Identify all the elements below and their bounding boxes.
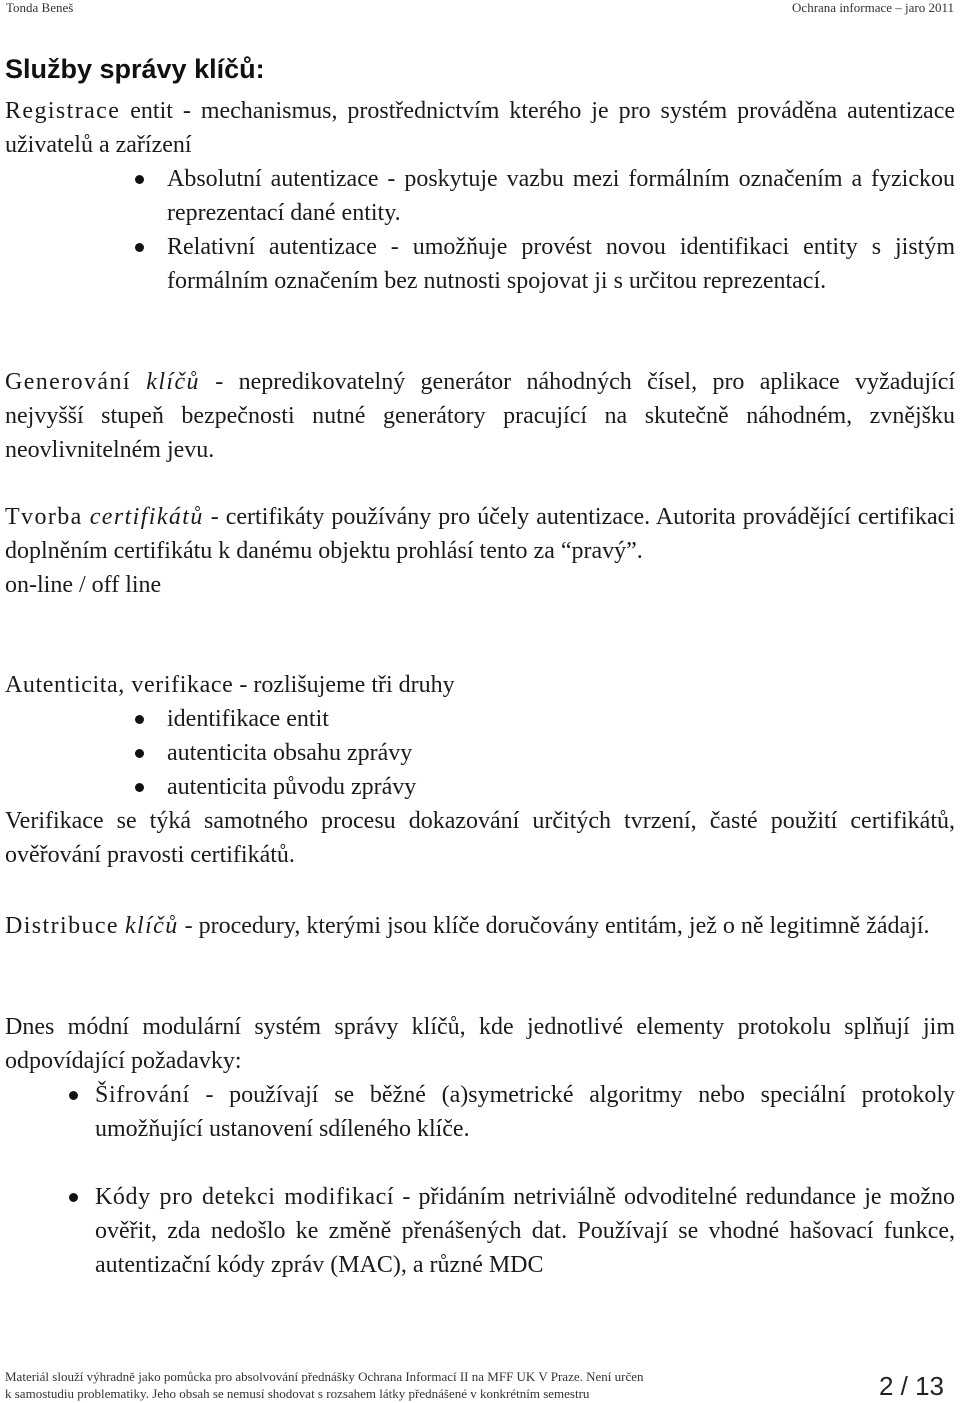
bullet-icon [135, 243, 144, 252]
list-item: Kódy pro detekci modifikací - přidáním netriviálně odvoditelné redundance je možno ověřit, zda nedošlo ke změně přenášených dat. Používají se vhodné hašovací funkce, autentizační kódy zpráv (MAC), a různé MDC [95, 1180, 955, 1282]
modular-list [5, 1078, 955, 1282]
section-registration [5, 94, 955, 298]
quoted-word: “pravý”. [560, 538, 643, 564]
certificates-paragraph: Tvorba certifikátů - certifikáty používány pro účely autentizace. Autorita provádějící certifikaci doplněním certifikátu k danému objektu prohlásí tento za “pravý”. [5, 504, 956, 564]
authenticity-list [5, 702, 955, 804]
section-authenticity [5, 668, 955, 872]
page-number: 2 / 13 [878, 1371, 944, 1401]
registration-term: Registrace [5, 98, 121, 124]
header-course: Ochrana informace – jaro 2011 [792, 0, 954, 15]
section-distribution [5, 909, 955, 943]
bullet-icon [135, 715, 144, 724]
list-item: identifikace entit [167, 702, 955, 736]
section-generation [5, 365, 955, 467]
verification-paragraph: Verifikace se týká samotného procesu dokazování určitých tvrzení, časté použití certifikátů, ověřování pravosti certifikátů. [5, 808, 955, 868]
list-item: Šifrování - používají se běžné (a)symetrické algoritmy nebo speciální protokoly umožňující ustanovení sdíleného klíče. [95, 1078, 955, 1146]
online-offline: on-line / off line [5, 572, 162, 598]
list-item: autenticita obsahu zprávy [167, 736, 955, 770]
authenticity-intro: Autenticita, verifikace - rozlišujeme tři druhy [5, 672, 455, 698]
page-title: Služby správy klíčů: [5, 54, 265, 84]
bullet-icon [135, 175, 144, 184]
section-modular [5, 1010, 955, 1282]
list-item: Relativní autentizace - umožňuje provést novou identifikaci entity s jistým formálním označením bez nutnosti spojovat ji s určitou reprezentací. [167, 230, 955, 298]
bullet-icon [69, 1193, 78, 1202]
list-item: autenticita původu zprávy [167, 770, 955, 804]
header-author: Tonda Beneš [6, 0, 74, 15]
bullet-icon [135, 749, 144, 758]
bullet-icon [135, 783, 144, 792]
distribution-paragraph: Distribuce klíčů - procedury, kterými jsou klíče doručovány entitám, jež o ně legitimně žádají. [5, 913, 930, 939]
registration-intro: Registrace entit - mechanismus, prostřednictvím kterého je pro systém prováděna autentizace uživatelů a zařízení [5, 98, 955, 158]
list-item: Absolutní autentizace - poskytuje vazbu mezi formálním označením a fyzickou reprezentací dané entity. [167, 162, 955, 230]
modular-intro: Dnes módní modulární systém správy klíčů, kde jednotlivé elementy protokolu splňují jim odpovídající požadavky: [5, 1014, 955, 1074]
bullet-icon [69, 1091, 78, 1100]
generation-paragraph: Generování klíčů - nepredikovatelný generátor náhodných čísel, pro aplikace vyžadující nejvyšší stupeň bezpečnosti nutné generátory pracující na skutečně náhodném, zvnějšku neovlivnitelném jevu. [5, 369, 956, 463]
section-certificates [5, 500, 955, 602]
footer-note: Materiál slouží výhradně jako pomůcka pro absolvování přednášky Ochrana Informací II na MFF UK V Praze. Není určen k samostudiu problematiky. Jeho obsah se nemusí shodovat s rozsahem látky přednášené v konkrétním semestru [5, 1369, 644, 1401]
registration-list [5, 162, 955, 298]
